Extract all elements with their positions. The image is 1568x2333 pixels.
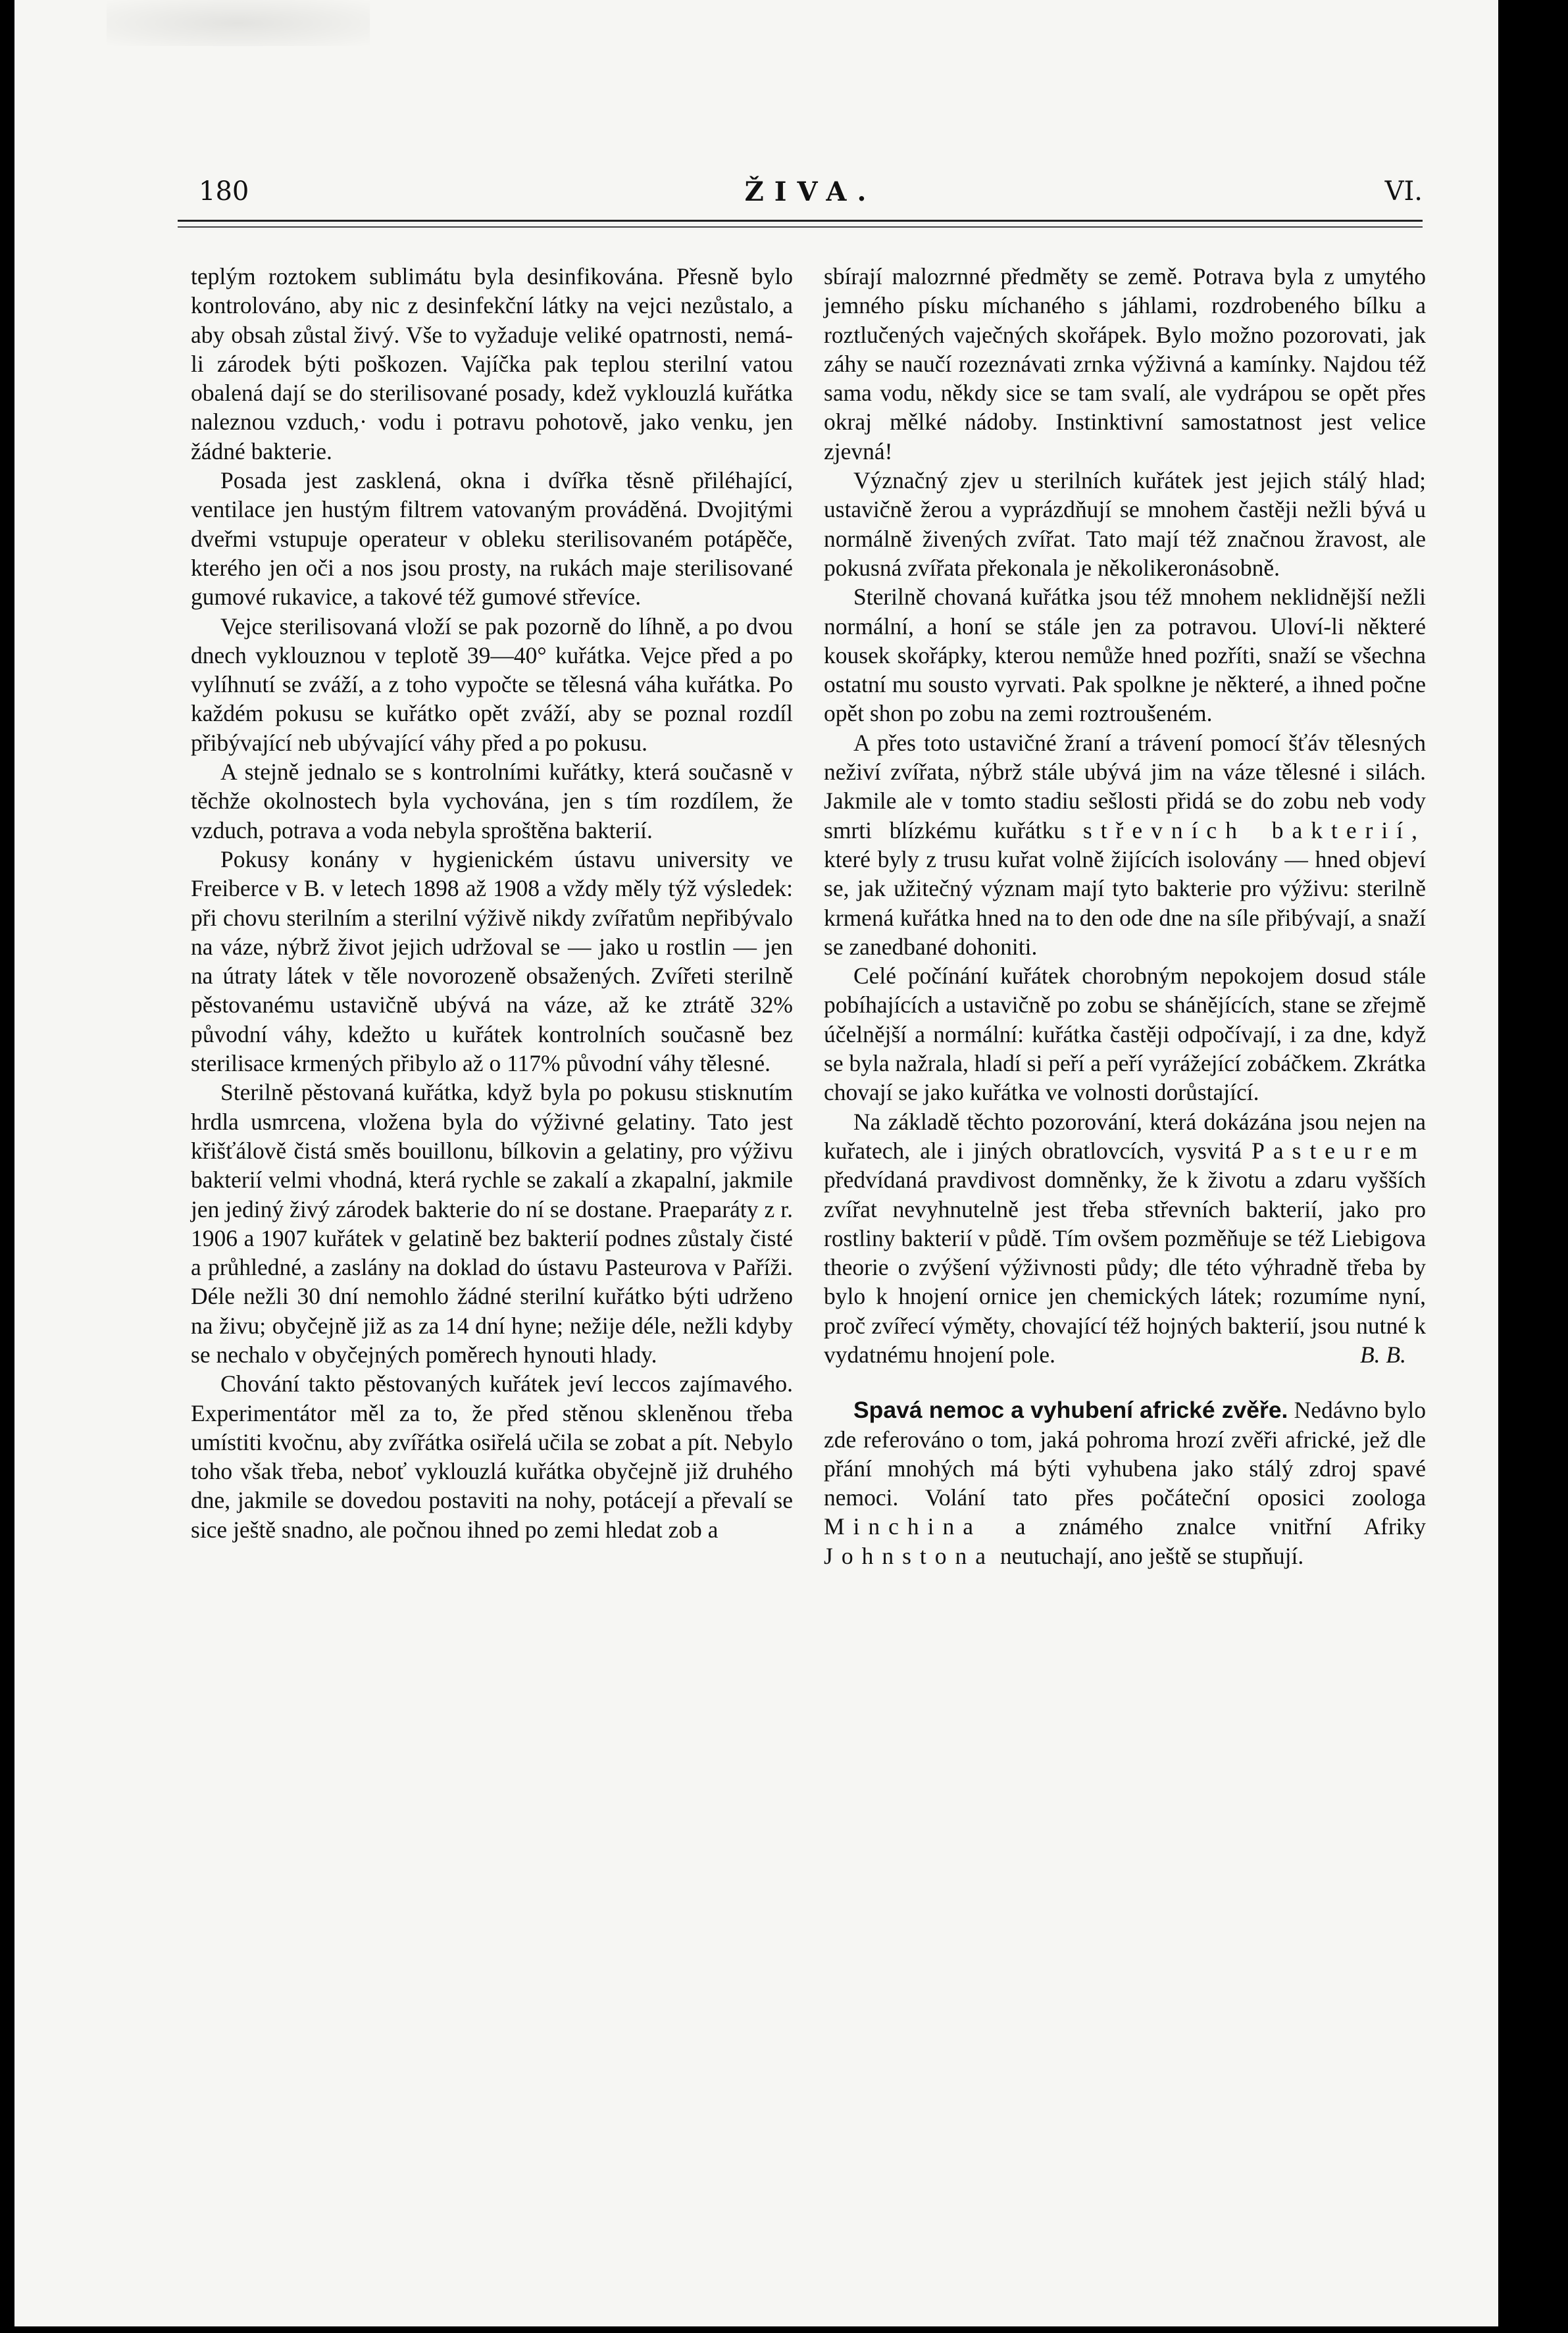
spaced-emphasis: střevních bakterií, [1082, 816, 1426, 843]
scan-edge [1522, 0, 1568, 2333]
header-rule [178, 220, 1423, 222]
paragraph: Pokusy konány v hygienickém ústavu university ve Freiberce v B. v letech 1898 až 1908 a vždy měly týž výsledek: při chovu sterilním a sterilní výživě nikdy zvířatům nepřibývalo na váze, nýbrž život jejich udržoval se — jako u rostlin — jen na útraty látek v těle novorozeně obsažených. Zvířeti sterilně pěstovanému ustavičně ubývá na váze, až ke ztrátě 32% původní váhy, kdežto u kuřátek kontrolních současně bez sterilisace krmených přibylo až o 117% původní váhy tělesné. [191, 845, 793, 1077]
journal-title: ŽIVA. [744, 176, 877, 207]
paragraph: Význačný zjev u sterilních kuřátek jest jejich stálý hlad; ustavičně žerou a vyprázdňují se mnohem častěji nežli bývá u normálně živených zvířat. Tato mají též značnou žravost, ale pokusná zvířata překonala je několikeronásobně. [824, 467, 1426, 581]
paragraph: Sterilně pěstovaná kuřátka, když byla po pokusu stisknutím hrdla usmrcena, vložena byla do výživné gelatiny. Tato jest křišťálově čistá směs bouillonu, bílkovin a gelatiny, pro výživu bakterií velmi vhodná, která rychle se zakalí a zkapalní, jakmile jen jediný živý zárodek bakterie do ní se dostane. Praeparáty z r. 1906 a 1907 kuřátek v gelatině bez bakterií podnes zůstaly čisté a průhledné, a zaslány na doklad do ústavu Pasteurova v Paříži. Déle nežli 30 dní nemohlo žádné sterilní kuřátko býti udrženo na živu; obyčejně již as za 14 dní hyne; nežije déle, nežli kdyby se nechalo v obyčejných poměrech hynouti hlady. [191, 1079, 793, 1368]
paragraph: A stejně jednalo se s kontrolními kuřátky, která současně v těchže okolnostech byla vychována, jen s tím rozdílem, že vzduch, potrava a voda nebyla sproštěna bakterií. [191, 759, 793, 843]
paragraph-text: předvídaná pravdivost domněnky, že k životu a zdaru vyšších zvířat nevyhnutelně jest třeba střevních bakterií, jako pro rostliny bakterií v půdě. Tím ovšem pozměňuje se též Liebigova theorie o zvýšení výživnosti půdy; dle této výhradně třeba by bylo k hnojení ornice jen chemických látek; rozumíme nyní, proč zvířecí výměty, chovající též hojných bakterií, jsou nutné k vydatnému hnojení pole. [824, 1166, 1426, 1368]
paragraph [824, 1107, 1426, 1370]
paragraph [824, 728, 1426, 961]
volume-number: VI. [1384, 176, 1423, 207]
paragraph: Chování takto pěstovaných kuřátek jeví leccos zajímavého. Experimentátor měl za to, že před stěnou skleněnou třeba umístiti kvočnu, aby zvířátka osiřelá učila se zobat a pít. Nebylo toho však třeba, neboť vyklouzlá kuřátka obyčejně již druhého dne, jakmile se dovedou postaviti na nohy, potácejí a převalí se sice ještě snadno, ale počnou ihned po zemi hledat zob a [191, 1370, 793, 1543]
paragraph: Celé počínání kuřátek chorobným nepokojem dosud stále pobíhajících a ustavičně po zobu se shánějících, stane se zřejmě účelnější a normální: kuřátka častěji odpočívají, i za dne, když se byla nažrala, hladí si peří a peří vyrážející zobáčkem. Zkrátka chovají se jako kuřátka ve volnosti dorůstající. [824, 963, 1426, 1106]
news-heading: Spavá nemoc a vyhubení africké zvěře. [853, 1397, 1288, 1424]
news-paragraph [824, 1395, 1426, 1570]
author-signature: B. B. [1360, 1341, 1406, 1368]
running-header [199, 176, 1423, 213]
paragraph-text: neutuchají, ano ještě se stupňují. [999, 1542, 1304, 1569]
header-rule-secondary [178, 226, 1423, 228]
paragraph-text: A přes toto ustavičné žraní a trávení pomocí šťáv tělesných neživí zvířata, nýbrž stále ubývá jim na váze tělesné i silách. Jakmile ale v tomto stadiu sešlosti přidá se do zobu neb vody smrti blízkému kuřátku [824, 729, 1426, 843]
paragraph: teplým roztokem sublimátu byla desinfikována. Přesně bylo kontrolováno, aby nic z desinfekční látky na vejci nezůstalo, a aby obsah zůstal živý. Vše to vyžaduje veliké opatrnosti, nemá-li zárodek býti poškozen. Vajíčka pak teplou sterilní vatou obalená dají se do sterilisované posady, kdež vyklouzlá kuřátka naleznou vzduch,· vodu i potravu pohotově, jako venku, jen žádné bakterie. [191, 263, 793, 464]
paragraph: sbírají malozrnné předměty se země. Potrava byla z umytého jemného písku míchaného s jáhlami, rozdrobeného bílku a roztlučených vaječných skořápek. Bylo možno pozorovati, jak záhy se naučí rozeznávati zrnka výživná a kamínky. Najdou též sama vodu, někdy sice se tam svalí, ale vydrápou se opět přes okraj mělké nádoby. Instinktivní samostatnost jest velice zjevná! [824, 263, 1426, 464]
paragraph: Sterilně chovaná kuřátka jsou též mnohem neklidnější nežli normální, a honí se stále jen za potravou. Uloví-li některé kousek skořápky, kterou nemůže hned pozříti, snaží se všechna ostatní mu sousto vyrvati. Pak spolkne je některé, a ihned počne opět shon po zobu na zemi roztroušeném. [824, 584, 1426, 727]
section-gap [824, 1369, 1426, 1395]
spaced-emphasis: Johnstona [824, 1542, 994, 1569]
paragraph: Posada jest zasklená, okna i dvířka těsně přiléhající, ventilace jen hustým filtrem vatovaným prováděná. Dvojitými dveřmi vstupuje operateur v obleku sterilisovaném potápěče, kterého jen oči a nos jsou prosty, na rukách maje sterilisované gumové rukavice, a takové též gumové střevíce. [191, 467, 793, 611]
scan-smudge [107, 0, 370, 46]
paragraph-text: Na základě těchto pozorování, která dokázána jsou nejen na kuřatech, ale i jiných obratlovcích, vysvitá [824, 1108, 1426, 1164]
page-number: 180 [199, 176, 249, 207]
right-column [824, 262, 1426, 1570]
spaced-emphasis: Pasteurem [1252, 1137, 1427, 1164]
paragraph-text: a známého znalce vnitřní Afriky [1015, 1513, 1427, 1540]
spaced-emphasis: Minchina [824, 1513, 982, 1540]
page [14, 0, 1498, 2326]
left-column [191, 262, 793, 1544]
paragraph: Vejce sterilisovaná vloží se pak pozorně do líhně, a po dvou dnech vyklouznou v teplotě 39—40° kuřátka. Vejce před a po vylíhnutí se zváží, a z toho vypočte se tělesná váha kuřátka. Po každém pokusu se kuřátko opět zváží, aby se poznal rozdíl přibývající neb ubývající váhy před a po pokusu. [191, 613, 793, 756]
paragraph-text: Nedávno bylo zde referováno o tom, jaká pohroma hrozí zvěři africké, jež dle přání mnohých má býti vyhubena jako stálý zdroj spavé nemoci. Volání tato přes počáteční oposici zoologa [824, 1397, 1427, 1511]
paragraph-text: které byly z trusu kuřat volně žijících isolovány — hned objeví se, jak užitečný význam mají tyto bakterie pro výživu: sterilně krmená kuřátka hned na to den ode dne na síle přibývají, a snaží se zanedbané dohoniti. [824, 845, 1426, 960]
